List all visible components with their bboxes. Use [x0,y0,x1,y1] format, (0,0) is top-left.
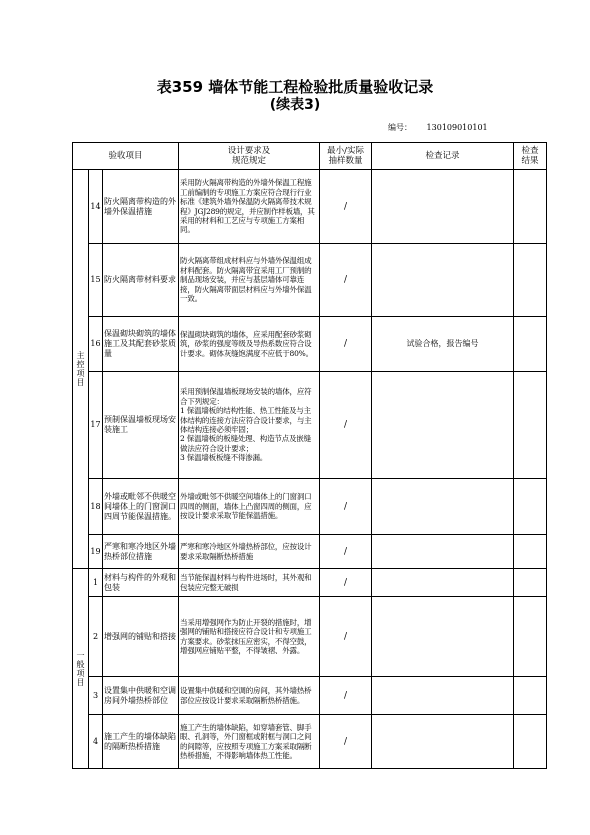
table-row [73,677,547,715]
inspection-table [72,142,547,769]
row-record [372,372,514,479]
table-row [73,244,547,317]
row-record [372,715,514,769]
row-quantity: / [320,244,372,317]
header-quantity: 最小/实际 抽样数量 [320,143,372,170]
row-record [372,244,514,317]
row-quantity: / [320,479,372,535]
row-record [372,535,514,569]
row-item: 材料与构件的外观和包装 [103,569,179,597]
row-item: 严寒和寒冷地区外墙热桥部位措施 [103,535,179,569]
row-requirement: 严寒和寒冷地区外墙热桥部位，应按设计要求采取隔断热桥措施 [179,535,320,569]
header-requirement: 设计要求及 规范规定 [179,143,320,170]
row-quantity: / [320,569,372,597]
table-header-row [73,143,547,170]
row-result [514,479,547,535]
row-quantity: / [320,677,372,715]
document-code [388,122,488,133]
group-main-control: 主 控 项 目 [73,170,89,569]
row-record: 试验合格，报告编号 [372,317,514,372]
row-quantity: / [320,170,372,244]
row-quantity: / [320,535,372,569]
row-item: 防火隔离带构造的外墙外保温措施 [103,170,179,244]
row-item: 保温砌块砌筑的墙体施工及其配套砂浆质量 [103,317,179,372]
document-subtitle: (续表3) [269,97,321,113]
row-requirement: 当节能保温材料与构件进场时，其外观和包装应完整无破损 [179,569,320,597]
row-number: 1 [89,569,103,597]
header-result: 检查 结果 [514,143,547,170]
row-result [514,244,547,317]
row-result [514,569,547,597]
code-value: 130109010101 [426,123,488,132]
code-label: 编号： [388,123,412,132]
row-record [372,569,514,597]
row-record [372,597,514,677]
row-quantity: / [320,597,372,677]
row-result [514,317,547,372]
row-number: 3 [89,677,103,715]
row-requirement: 当采用增强网作为防止开裂的措施时，增强网的铺贴和搭接应符合设计和专项施工方案要求。砂浆抹压应密实，不得空鼓，增强网应铺贴平整，不得皱褶、外露。 [179,597,320,677]
row-record [372,677,514,715]
table-row [73,317,547,372]
document-title: 表359 墙体节能工程检验批质量验收记录 [156,78,434,96]
row-number: 19 [89,535,103,569]
row-result [514,715,547,769]
row-result [514,372,547,479]
row-record [372,170,514,244]
table-row [73,569,547,597]
row-requirement: 采用防火隔离带构造的外墙外保温工程施工前编制的专项施工方案应符合现行行业标准《建筑外墙外保温防火隔离带技术规程》JGJ289的规定，并应制作样板墙，其采用的材料和工艺应与专项施工方案相同。 [179,170,320,244]
header-record: 检查记录 [372,143,514,170]
row-result [514,677,547,715]
table-row [73,715,547,769]
row-number: 4 [89,715,103,769]
row-result [514,597,547,677]
row-requirement: 保温砌块砌筑的墙体，应采用配套砂浆砌筑，砂浆的强度等级及导热系数应符合设计要求。砌体灰缝饱满度不应低于80%。 [179,317,320,372]
header-item: 验收项目 [73,143,179,170]
row-result [514,170,547,244]
row-quantity: / [320,317,372,372]
row-item: 施工产生的墙体缺陷的隔断热桥措施 [103,715,179,769]
table-row [73,170,547,244]
row-requirement: 施工产生的墙体缺陷，如穿墙套管、脚手眼、孔洞等，外门窗框或附框与洞口之间的间隙等，应按照专项施工方案采取隔断热桥措施，不得影响墙体热工性能。 [179,715,320,769]
row-number: 16 [89,317,103,372]
row-requirement: 采用预制保温墙板现场安装的墙体，应符合下列规定： 1 保温墙板的结构性能、热工性能及与主体结构的连接方法应符合设计要求，与主体结构连接必须牢固； 2 保温墙板的板缝处理、构造节点及嵌缝做法应符合设计要求； 3 保温墙板板缝不得渗漏。 [179,372,320,479]
row-item: 设置集中供暖和空调房间外墙热桥部位 [103,677,179,715]
row-record [372,479,514,535]
table-row [73,479,547,535]
row-requirement: 设置集中供暖和空调的房间，其外墙热桥部位应按设计要求采取隔断热桥措施。 [179,677,320,715]
row-number: 14 [89,170,103,244]
group-general: 一 般 项 目 [73,569,89,769]
row-item: 外墙或毗邻不供暖空间墙体上的门窗洞口四周节能保温措施。 [103,479,179,535]
row-number: 18 [89,479,103,535]
row-number: 2 [89,597,103,677]
row-number: 17 [89,372,103,479]
row-item: 增强网的铺贴和搭接 [103,597,179,677]
row-item: 防火隔离带材料要求 [103,244,179,317]
row-number: 15 [89,244,103,317]
row-requirement: 防火隔离带组成材料应与外墙外保温组成材料配套。防火隔离带宜采用工厂预制的制品现场安装，并应与基层墙体可靠连接，防火隔离带面层材料应与外墙外保温一致。 [179,244,320,317]
table-row [73,372,547,479]
row-item: 预制保温墙板现场安装施工 [103,372,179,479]
table-row [73,597,547,677]
row-quantity: / [320,715,372,769]
row-quantity: / [320,372,372,479]
row-requirement: 外墙或毗邻不供暖空间墙体上的门窗洞口四周的侧面，墙体上凸窗四周的侧面，应按设计要求采取节能保温措施。 [179,479,320,535]
table-row [73,535,547,569]
row-result [514,535,547,569]
